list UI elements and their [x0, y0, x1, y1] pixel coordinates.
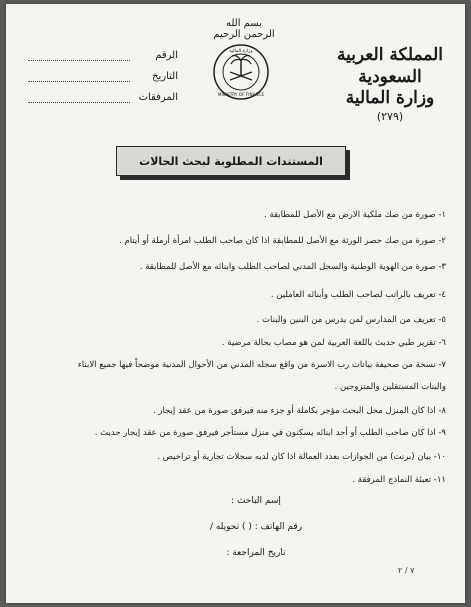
field-label: الرقم	[155, 50, 178, 61]
list-item: ٥- تعريف من المدارس لمن يدرس من البنين والبنات .	[256, 315, 446, 325]
field-attachments	[28, 82, 178, 103]
document-title: المستندات المطلوبة لبحث الحالات	[116, 146, 346, 176]
reference-fields	[28, 40, 178, 103]
phone-number: رقم الهاتف : ( ) تحويله /	[209, 522, 303, 532]
list-item: ٦- تقرير طبي حديث باللغة العربية لمن هو مصاب بحالة مرضية .	[221, 338, 446, 348]
letterhead-ministry	[325, 44, 455, 123]
list-item-continued: والبنات المستقلين والمتزوجين .	[334, 382, 446, 392]
emblem-text-ar: وزارة المالية	[229, 49, 253, 54]
field-blank-line[interactable]	[28, 92, 130, 103]
list-item: ١٠- بيان (برنت) من الجوازات بعدد العمالة اذا كان لديه سجلات تجارية أو تراخيص .	[157, 452, 446, 462]
list-item: ٣- صورة من الهوية الوطنية والسجل المدني لصاحب الطلب وابنائه مع الأصل للمطابقة .	[139, 262, 446, 272]
field-blank-line[interactable]	[28, 50, 130, 61]
field-label: التاريخ	[152, 71, 178, 82]
page-mark: ٧ / ٢	[398, 566, 415, 575]
list-item: ١- صورة من صك ملكية الارض مع الأصل للمطابقة .	[263, 210, 446, 220]
form-number: (٢٧٩)	[376, 110, 404, 123]
field-number	[28, 40, 178, 61]
field-blank-line[interactable]	[28, 71, 130, 82]
list-item: ٢- صورة من صك حصر الورثة مع الأصل للمطابقة اذا كان صاحب الطلب امرأة أرملة أو أيتام .	[119, 236, 446, 246]
basmala: بسم الله الرحمن الرحيم	[213, 18, 275, 40]
kingdom-name: المملكة العربية السعودية	[336, 45, 444, 87]
list-item: ٤- تعريف بالراتب لصاحب الطلب وأبنائه العاملين .	[270, 290, 446, 300]
ministry-name: وزارة المالية	[345, 88, 435, 108]
list-item: ١١- تعبئة النماذج المرفقة .	[352, 475, 446, 485]
list-item: ٩- اذا كان صاحب الطلب أو أحد ابنائه يسكنون في منزل مستأجر فيرفق صورة من عقد إيجار حديث .	[94, 428, 446, 438]
title-box	[116, 146, 350, 180]
field-date	[28, 61, 178, 82]
ministry-emblem-icon	[206, 42, 276, 102]
list-item: ٨- اذا كان المنزل محل البحث مؤجر بكاملة أو جزء منه فيرفق صورة من عقد إيجار .	[152, 406, 446, 416]
field-label: المرفقات	[138, 92, 178, 103]
review-date: تاريخ المراجعة :	[226, 548, 286, 558]
researcher-name: إسم الباحث :	[231, 496, 281, 506]
list-item: ٧- نسخة من صحيفة بيانات رب الاسرة من واقع سجله المدني من الأحوال المدنية موضحاً فيها جميع الابناء	[77, 360, 446, 370]
document-page	[6, 4, 465, 603]
emblem-text: MINISTRY OF FINANCE	[217, 92, 265, 97]
